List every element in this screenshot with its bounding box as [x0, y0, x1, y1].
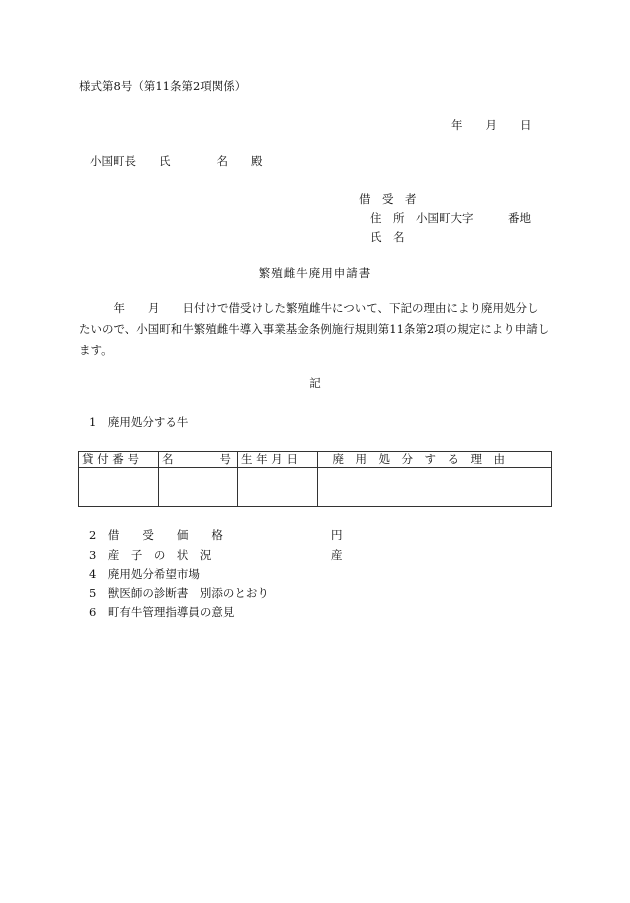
borrower-name: 氏 名	[370, 230, 405, 244]
table-cell[interactable]	[318, 468, 552, 507]
column-header-name: 名 号	[159, 452, 238, 468]
column-header-reason: 廃 用 処 分 す る 理 由	[318, 452, 552, 468]
item-3-offspring-status: 3 産 子 の 状 況	[89, 548, 212, 562]
body-text-line: たいので、小国町和牛繁殖雌牛導入事業基金条例施行規則第11条第2項の規定により申請し	[79, 322, 550, 336]
item-6-instructor-opinion: 6 町有牛管理指導員の意見	[89, 605, 235, 619]
item-2-loan-price: 2 借 受 価 格	[89, 528, 223, 542]
item-3-unit: 産	[331, 548, 343, 562]
borrower-heading: 借 受 者	[359, 192, 417, 206]
item-4-market: 4 廃用処分希望市場	[89, 567, 200, 581]
table-cell[interactable]	[79, 468, 159, 507]
item-2-unit: 円	[331, 528, 343, 542]
document-title: 繁殖雌牛廃用申請書	[258, 266, 372, 280]
table-cell[interactable]	[238, 468, 318, 507]
column-header-loan-number: 貸 付 番 号	[79, 452, 159, 468]
borrower-address: 住 所 小国町大字 番地	[370, 211, 531, 225]
ki-heading: 記	[309, 376, 321, 390]
table-cell[interactable]	[159, 468, 238, 507]
body-text-line: ます。	[79, 343, 113, 357]
item-5-vet-diagnosis: 5 獣医師の診断書 別添のとおり	[89, 586, 269, 600]
table-header-row	[79, 452, 552, 468]
cow-table	[78, 451, 552, 507]
date-line: 年 月 日	[451, 118, 532, 132]
addressee: 小国町長 氏 名 殿	[90, 154, 263, 168]
form-number: 様式第8号（第11条第2項関係）	[79, 79, 247, 93]
item-1-label: 1 廃用処分する牛	[89, 415, 189, 429]
column-header-birth-date: 生 年 月 日	[238, 452, 318, 468]
body-text-line: 年 月 日付けで借受けした繁殖雌牛について、下記の理由により廃用処分し	[79, 301, 539, 315]
table-row	[79, 468, 552, 507]
